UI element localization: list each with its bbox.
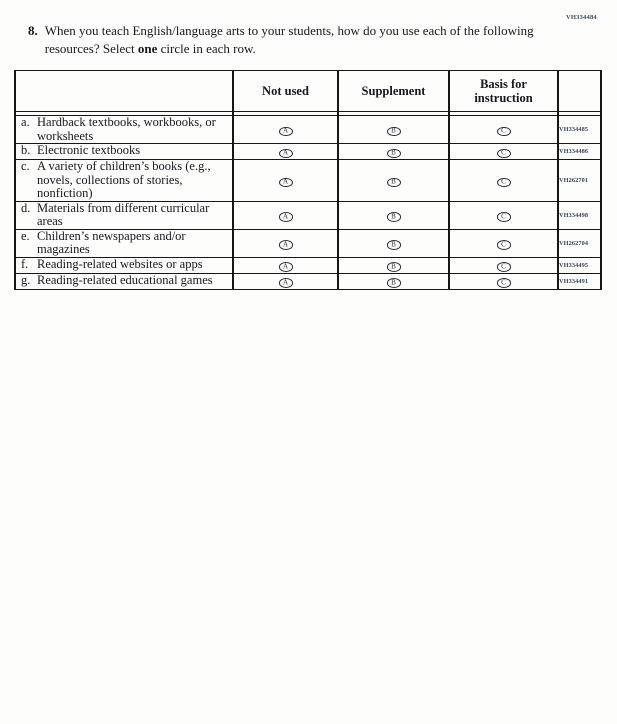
cell-supplement xyxy=(338,201,449,229)
resources-table xyxy=(14,70,602,290)
oval-letter-b: B xyxy=(391,240,396,248)
oval-letter-c: C xyxy=(501,278,506,286)
cell-basis-for-instruction xyxy=(449,201,558,229)
oval-letter-a: A xyxy=(282,126,289,135)
oval-letter-b: B xyxy=(391,177,396,186)
option-oval-not-used[interactable] xyxy=(279,149,293,159)
row-code: VH262704 xyxy=(558,229,601,257)
oval-letter-b: B xyxy=(391,278,396,286)
option-oval-supplement[interactable] xyxy=(387,262,401,272)
question-text xyxy=(45,22,550,58)
option-oval-not-used[interactable] xyxy=(279,212,293,222)
row-letter: c. xyxy=(21,159,30,173)
oval-letter-b: B xyxy=(391,212,396,220)
cell-supplement xyxy=(338,160,449,202)
table-row xyxy=(15,257,601,273)
row-label-cell xyxy=(15,160,233,202)
cell-supplement xyxy=(338,273,449,289)
cell-basis-for-instruction xyxy=(449,144,558,160)
table-row xyxy=(15,144,601,160)
oval-letter-c: C xyxy=(501,177,506,186)
form-code: VH334484 xyxy=(566,14,597,21)
row-code: VH334491 xyxy=(558,273,601,289)
question-block xyxy=(28,22,550,58)
option-oval-supplement[interactable] xyxy=(387,178,401,188)
header-basis-for-instruction: Basis for instruction xyxy=(449,71,558,112)
cell-basis-for-instruction xyxy=(449,257,558,273)
question-text-end: circle in each row. xyxy=(157,40,256,56)
oval-letter-b: B xyxy=(391,148,396,157)
row-label: Hardback textbooks, workbooks, or worksheets xyxy=(37,115,216,143)
row-label-cell xyxy=(15,201,233,229)
oval-letter-a: A xyxy=(282,177,289,186)
oval-letter-c: C xyxy=(501,212,506,220)
table-header-row xyxy=(15,71,601,112)
row-label: Reading-related educational games xyxy=(37,272,213,287)
row-label-cell xyxy=(15,144,233,160)
row-code: VH334485 xyxy=(558,116,601,144)
option-oval-not-used[interactable] xyxy=(279,278,293,288)
question-text-bold: one xyxy=(137,40,158,56)
table-row xyxy=(15,273,601,289)
cell-basis-for-instruction xyxy=(449,229,558,257)
cell-supplement xyxy=(338,229,449,257)
option-oval-basis[interactable] xyxy=(497,262,511,272)
header-empty-label xyxy=(15,71,233,112)
row-label-cell xyxy=(15,273,233,289)
cell-not-used xyxy=(233,229,338,257)
oval-letter-c: C xyxy=(501,148,506,157)
cell-basis-for-instruction xyxy=(449,273,558,289)
oval-letter-c: C xyxy=(501,240,506,248)
table-row xyxy=(15,116,601,144)
header-empty-code xyxy=(558,71,601,112)
cell-not-used xyxy=(233,116,338,144)
cell-not-used xyxy=(233,257,338,273)
row-label-cell xyxy=(15,257,233,273)
cell-not-used xyxy=(233,273,338,289)
row-label: Electronic textbooks xyxy=(37,143,141,157)
option-oval-supplement[interactable] xyxy=(387,212,401,222)
row-label: Materials from different curricular areas xyxy=(37,200,210,228)
row-label: Reading-related websites or apps xyxy=(37,256,203,271)
cell-supplement xyxy=(338,144,449,160)
option-oval-not-used[interactable] xyxy=(279,262,293,272)
option-oval-basis[interactable] xyxy=(497,149,511,159)
cell-supplement xyxy=(338,116,449,144)
table-row xyxy=(15,160,601,202)
oval-letter-a: A xyxy=(282,278,289,286)
row-letter: f. xyxy=(21,256,29,271)
cell-not-used xyxy=(233,160,338,202)
option-oval-basis[interactable] xyxy=(497,178,511,188)
option-oval-not-used[interactable] xyxy=(279,240,293,250)
row-letter: b. xyxy=(21,143,31,157)
oval-letter-a: A xyxy=(282,212,289,220)
row-code: VH334498 xyxy=(558,201,601,229)
option-oval-supplement[interactable] xyxy=(387,127,401,137)
option-oval-not-used[interactable] xyxy=(279,127,293,137)
row-label-cell xyxy=(15,116,233,144)
header-supplement: Supplement xyxy=(338,71,449,112)
question-number: 8. xyxy=(28,23,38,38)
row-label: Children’s newspapers and/or magazines xyxy=(37,228,186,256)
row-letter: d. xyxy=(21,200,31,215)
oval-letter-a: A xyxy=(282,240,289,248)
row-code: VH262701 xyxy=(558,160,601,202)
oval-letter-b: B xyxy=(391,262,396,270)
oval-letter-c: C xyxy=(501,262,506,270)
option-oval-basis[interactable] xyxy=(497,278,511,288)
table-row xyxy=(15,229,601,257)
oval-letter-a: A xyxy=(282,262,289,270)
oval-letter-b: B xyxy=(391,126,396,135)
oval-letter-c: C xyxy=(501,126,506,135)
cell-basis-for-instruction xyxy=(449,116,558,144)
option-oval-basis[interactable] xyxy=(497,127,511,137)
row-letter: g. xyxy=(21,272,31,287)
cell-supplement xyxy=(338,257,449,273)
row-letter: a. xyxy=(21,115,30,129)
cell-not-used xyxy=(233,201,338,229)
option-oval-supplement[interactable] xyxy=(387,240,401,250)
option-oval-supplement[interactable] xyxy=(387,149,401,159)
row-label-cell xyxy=(15,229,233,257)
question-text-start: When you teach English/language arts to your students, how do you use each of the following resources? Select xyxy=(44,23,534,56)
row-code: VH334486 xyxy=(558,144,601,160)
cell-basis-for-instruction xyxy=(449,160,558,202)
row-letter: e. xyxy=(21,228,30,243)
option-oval-basis[interactable] xyxy=(497,240,511,250)
row-code: VH334495 xyxy=(558,257,601,273)
header-not-used: Not used xyxy=(233,71,338,112)
table-row xyxy=(15,201,601,229)
cell-not-used xyxy=(233,144,338,160)
option-oval-basis[interactable] xyxy=(497,212,511,222)
oval-letter-a: A xyxy=(282,148,289,157)
option-oval-not-used[interactable] xyxy=(279,178,293,188)
row-label: A variety of children’s books (e.g., novels, collections of stories, nonfiction) xyxy=(37,159,211,200)
option-oval-supplement[interactable] xyxy=(387,278,401,288)
